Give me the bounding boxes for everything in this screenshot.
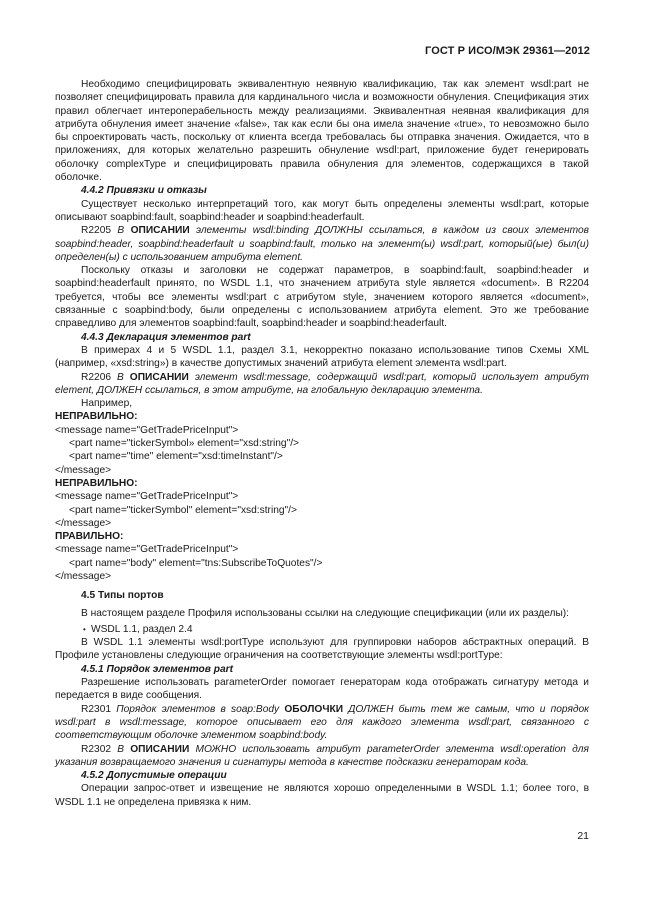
section-heading-4-4-3: 4.4.3 Декларация элементов part [81,331,251,343]
paragraph: Необходимо специфицировать эквивалентную неявную квалификацию, так как элемент wsdl:part не позволяет специфицировать правила для кардинального числа и возможности обнуления. Спецификация этих правил облегчает интероперабельность между реализациями. Эквивалентная неявная квалификация для атрибута обнуления имеет значение «false», так как если бы она имела значение «true», то невозможно было бы спроектировать часть, поскольку от клиента всегда требовалась бы отправка значения. Ожидается, что в приложениях, для которых желательно разрешить обнуление wsdl:part, приложение будет генерировать оболочку complexType и специфицировать правила обнуления для элементов, содержащихся в такой оболочке. [55,79,589,184]
list-item-text: WSDL 1.1, раздел 2.4 [91,623,193,635]
code-line: <message name="GetTradePriceInput"> [55,424,239,436]
section-heading-4-5-2: 4.5.2 Допустимые операции [81,770,227,782]
requirement-keyword: ОПИСАНИИ [129,371,189,383]
paragraph: В примерах 4 и 5 WSDL 1.1, раздел 3.1, некорректно показано использование типов Схемы XML (например, «xsd:string») в качестве допустимых значений атрибута element элемента wsdl:part. [55,344,589,370]
requirement-id: R2205 [81,225,112,237]
code-line: </message> [55,517,112,529]
paragraph: В WSDL 1.1 элементы wsdl:portType используют для группировки наборов абстрактных операций. В Профиле установлены следующие ограничения на соответствующие элементы wsdl:portType: [55,637,589,662]
page-body [55,78,589,809]
example-label-correct: ПРАВИЛЬНО: [55,531,124,543]
requirement-keyword: ОПИСАНИИ [130,743,190,755]
code-line: <message name="GetTradePriceInput"> [55,544,239,556]
page-number: 21 [577,830,589,842]
requirement-keyword: ОПИСАНИИ [130,225,190,237]
code-line: </message> [55,464,112,476]
code-line: <part name="body" element="tns:SubscribeToQuotes"/> [69,557,323,569]
paragraph: Существует несколько интерпретаций того, как могут быть определены элементы wsdl:part, которые описывают soapbind:fault, soapbind:header и soapbind:headerfault. [55,198,589,223]
requirement-r2302 [55,743,589,770]
requirement-text: ДОЛЖЕН быть тем же самым, что и порядок wsdl:part в wsdl:message, которое описывает его для каждого элемента wsdl:part, связанного с соответствующим оболочке элементом soapbind:body. [55,703,589,742]
requirement-prefix: В [117,743,125,755]
section-heading-4-4-2: 4.4.2 Привязки и отказы [81,185,207,197]
example-label-incorrect: НЕПРАВИЛЬНО: [55,477,138,489]
paragraph: Поскольку отказы и заголовки не содержат параметров, в soapbind:fault, soapbind:header и soapbind:headerfault принято, по WSDL 1.1, что значением атрибута style является «document». В R2204 требуется, чтобы все элементы wsdl:part с атрибутом style, значением которого является «document», связанные с soapbind:body, были определены с использованием атрибута element. Это же требование справедливо для элементов soapbind:fault, soapbind:header и soapbind:headerfault. [55,265,589,330]
requirement-text: МОЖНО использовать атрибут parameterOrder элемента wsdl:operation для указания возвращаемого значения и сигнатуры метода в качестве подсказки генераторам кода. [55,743,589,768]
paragraph: Разрешение использовать parameterOrder помогает генераторам кода отображать сигнатуру метода и передается в виде сообщения. [55,677,589,702]
code-line: <part name="tickerSymbol» element="xsd:string"/> [69,438,299,450]
requirement-text: элементы wsdl:binding ДОЛЖНЫ ссылаться, в каждом из своих элементов soapbind:header, soapbind:headerfault и soapbind:fault, только на элемент(ы) wsdl:part, который(ые) был(и) определен(ы) с использованием атрибута element. [55,225,589,263]
requirement-id: R2206 [81,371,112,383]
code-line: <part name="tickerSymbol" element="xsd:string"/> [69,504,297,516]
example-label-incorrect: НЕПРАВИЛЬНО: [55,411,138,423]
requirement-r2205 [55,224,589,264]
section-heading-4-5-1: 4.5.1 Порядок элементов part [81,663,233,675]
requirement-text: элемент wsdl:message, содержащий wsdl:part, который использует атрибут element, ДОЛЖЕН ссылаться, в этом атрибуте, на глобальную декларацию элемента. [55,371,589,396]
bullet-icon: • [83,624,86,634]
paragraph: Например, [81,398,133,410]
paragraph: Операции запрос-ответ и извещение не являются хорошо определенными в WSDL 1.1; более того, в WSDL 1.1 не определена привязка к ним. [55,783,589,808]
requirement-id: R2302 [81,743,112,755]
code-line: </message> [55,570,112,582]
document-header: ГОСТ Р ИСО/МЭК 29361—2012 [425,45,590,57]
code-line: <message name="GetTradePriceInput"> [55,491,239,503]
requirement-keyword: ОБОЛОЧКИ [284,703,344,715]
code-line: <part name="time" element="xsd:timeInstant"/> [69,451,283,463]
requirement-r2206 [55,371,589,398]
requirement-prefix: В [117,371,124,383]
section-heading-4-5: 4.5 Типы портов [81,590,164,602]
requirement-prefix: Порядок элементов в soap:Body [116,703,280,715]
requirement-id: R2301 [81,703,112,715]
list-item [55,623,589,636]
paragraph: В настоящем разделе Профиля использованы ссылки на следующие спецификации (или их разделы): [81,607,570,619]
requirement-r2301 [55,703,589,743]
requirement-prefix: В [117,225,125,237]
